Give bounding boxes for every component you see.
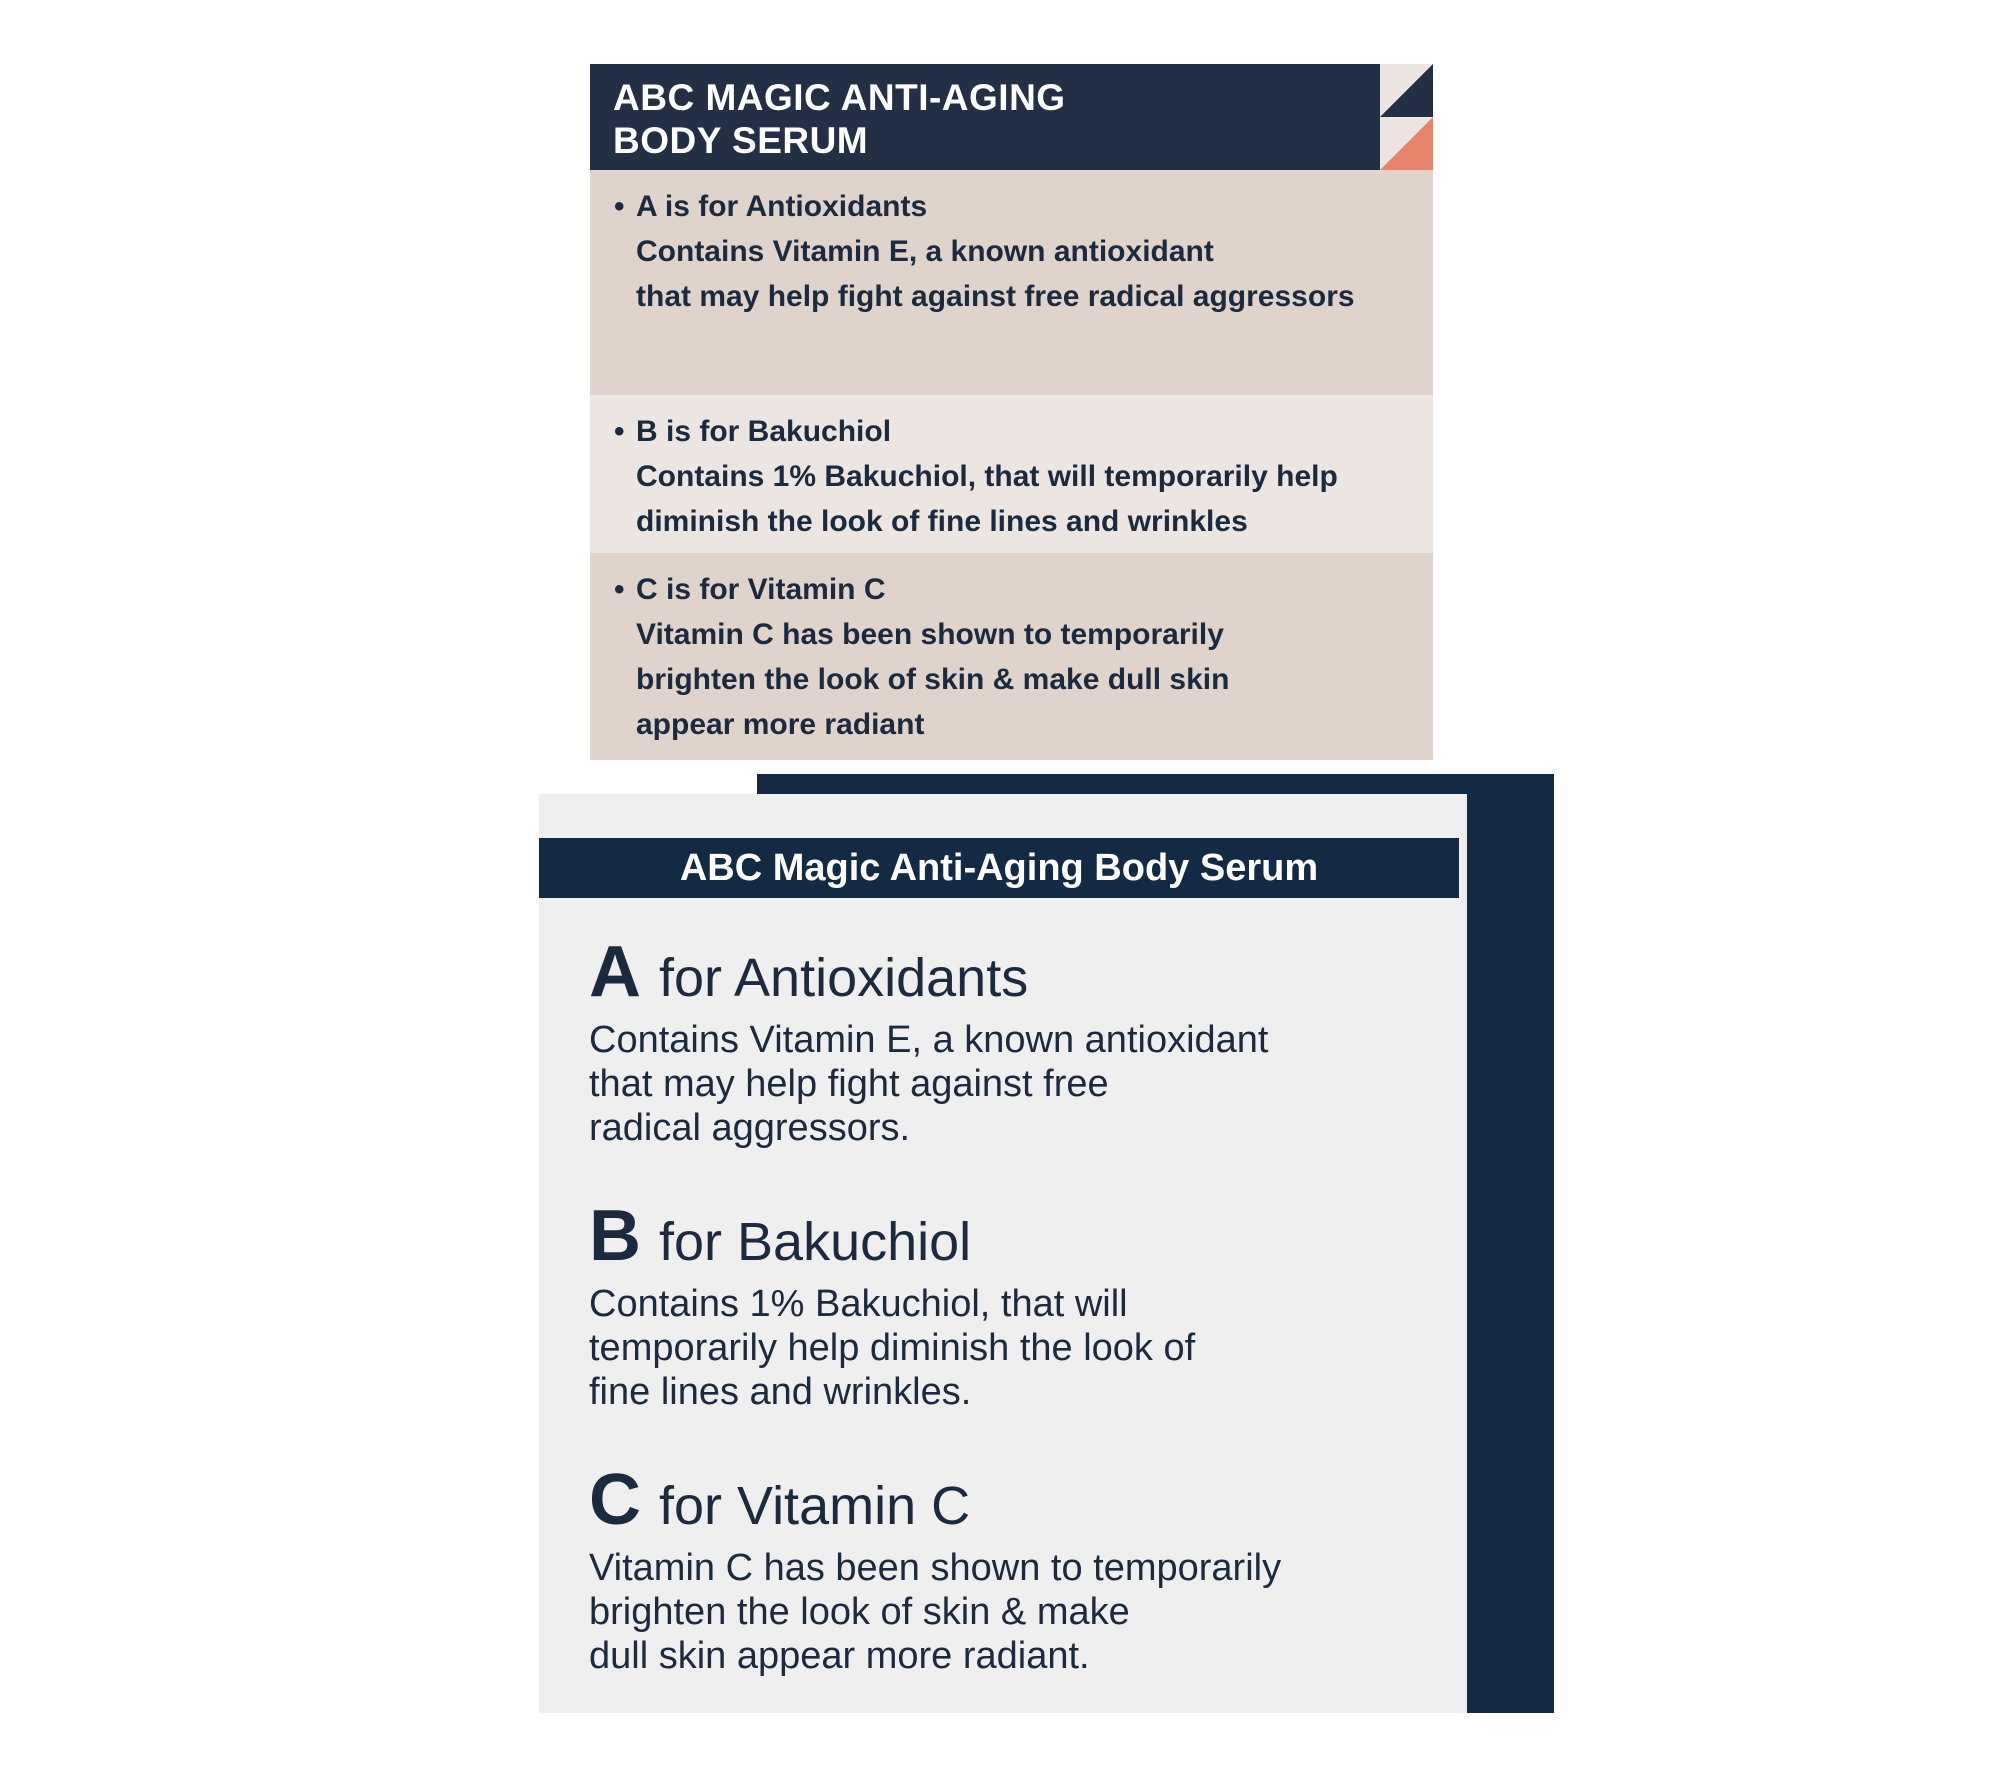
card2-section-antioxidants [589, 934, 1449, 1150]
card1-item-bakuchiol [590, 395, 1433, 553]
card2-section-heading [589, 934, 1449, 1016]
card1-item-title: C is for Vitamin C [636, 573, 886, 606]
card2-section-letter: C [589, 1460, 641, 1540]
card2-section-description: Contains Vitamin E, a known antioxidant that may help fight against free radical aggressors. [589, 1019, 1269, 1149]
bullet-icon: • [614, 415, 625, 448]
card1-item-description: Contains Vitamin E, a known antioxidant that may help fight against free radical aggressors [636, 235, 1355, 313]
card1-title-line2: BODY SERUM [613, 120, 869, 161]
bullet-icon: • [614, 190, 625, 223]
card2-section-heading-text: for Antioxidants [659, 948, 1029, 1008]
card1-item-vitamin-c [590, 553, 1433, 760]
card2-section-letter: B [589, 1196, 641, 1276]
serum-card-gray [539, 794, 1467, 1713]
card1-title-line1: ABC MAGIC ANTI-AGING [613, 77, 1066, 118]
card2-section-heading-text: for Vitamin C [659, 1476, 971, 1536]
card1-title [590, 64, 1380, 170]
card2-section-description: Contains 1% Bakuchiol, that will temporarily help diminish the look of fine lines and wrinkles. [589, 1283, 1196, 1413]
card1-item-title: B is for Bakuchiol [636, 415, 892, 448]
card1-item-title: A is for Antioxidants [636, 190, 928, 223]
card1-item-description: Contains 1% Bakuchiol, that will temporarily help diminish the look of fine lines and wrinkles [636, 460, 1338, 538]
card2-section-vitamin-c [589, 1462, 1449, 1678]
triangle-decoration-icon [1380, 64, 1433, 170]
card2-section-heading [589, 1198, 1449, 1280]
card2-section-description: Vitamin C has been shown to temporarily brighten the look of skin & make dull skin appear more radiant. [589, 1547, 1282, 1677]
card2-title: ABC Magic Anti-Aging Body Serum [539, 838, 1459, 898]
card1-item-antioxidants [590, 170, 1433, 395]
card2-section-heading [589, 1462, 1449, 1544]
serum-card-beige [590, 64, 1433, 741]
card2-section-letter: A [589, 932, 641, 1012]
card2-section-bakuchiol [589, 1198, 1449, 1414]
bullet-icon: • [614, 573, 625, 606]
card1-item-description: Vitamin C has been shown to temporarily brighten the look of skin & make dull skin appear more radiant [636, 618, 1230, 741]
card2-section-heading-text: for Bakuchiol [659, 1212, 972, 1272]
